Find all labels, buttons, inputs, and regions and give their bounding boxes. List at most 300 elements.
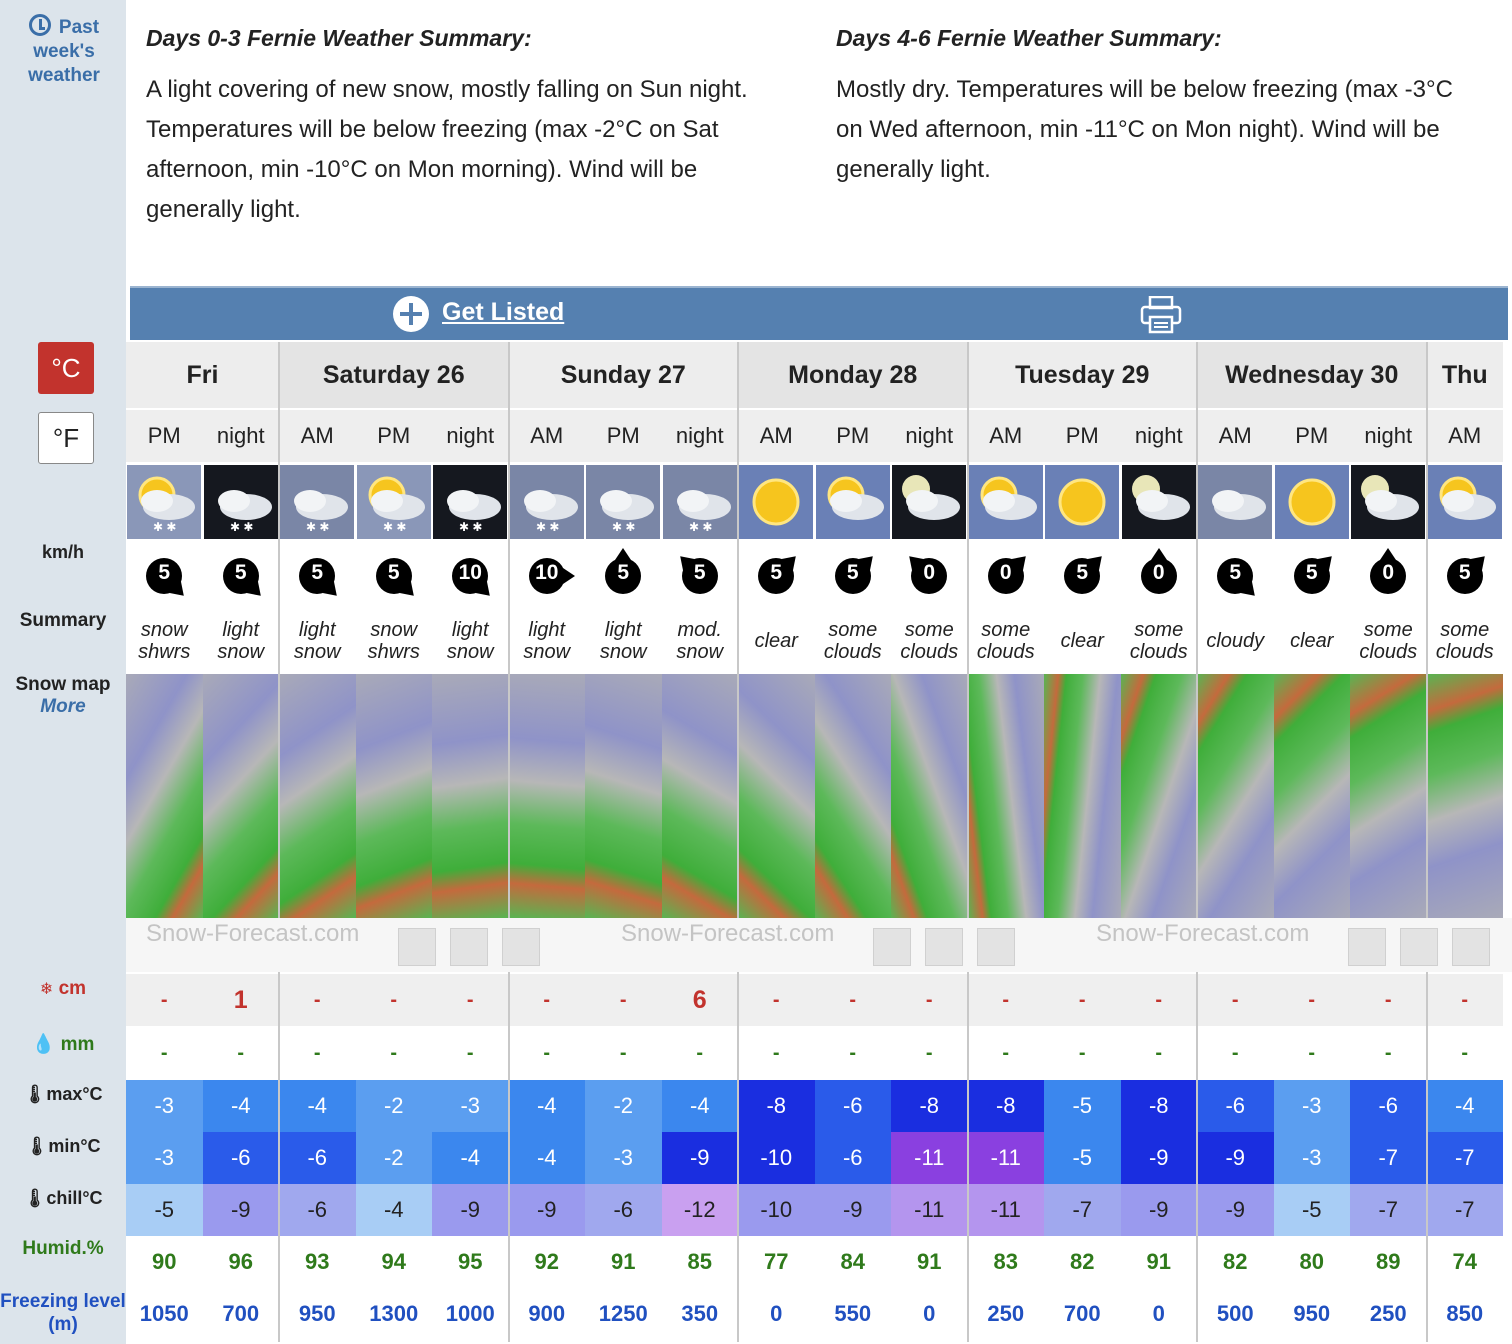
chill-temp-label [0,1188,126,1209]
max-temp-value: -6 [1350,1080,1427,1132]
weather-summary: some clouds [1359,619,1418,663]
humidity-value: 82 [1044,1236,1121,1288]
watermark-text: Snow-Forecast.com [146,920,360,947]
snow-cm-value: - [1197,974,1274,1026]
period-label: night [891,410,968,462]
clock-icon [29,14,51,36]
rain-mm-value: - [1121,1028,1198,1078]
freezing-level-label: Freezing level (m) [0,1291,126,1335]
max-temp-value: -5 [1044,1080,1121,1132]
period-label: AM [738,410,815,462]
snow-map-tile[interactable] [585,674,662,918]
rain-mm-value: - [968,1028,1045,1078]
snow-map-tile[interactable] [279,674,356,918]
snow-map-tile[interactable] [432,674,509,918]
wind-speed: 5 [1229,561,1242,584]
chill-temp-value: -9 [509,1184,586,1236]
summary-text: A light covering of new snow, mostly falling on Sun night. Temperatures will be below freezing (max -2°C on Sat afternoon, min -10°C on Mon morning). Wind will be generally light. [146,76,748,223]
humidity-value: 80 [1274,1236,1351,1288]
min-temp-value: -6 [815,1132,892,1184]
max-temp-value: -2 [585,1080,662,1132]
wind-arrow [1044,544,1121,604]
freezing-level-value: 350 [662,1288,739,1340]
weather-summary: light snow [293,619,341,663]
min-temp-value: -2 [356,1132,433,1184]
chill-temp-value: -10 [738,1184,815,1236]
snow-map-tile[interactable] [1274,674,1351,918]
rain-mm-label [0,1032,126,1056]
chill-temp-value: -7 [1427,1184,1504,1236]
day-separator [737,342,739,1342]
wind-speed: 10 [535,561,559,584]
rain-mm-value: - [1197,1028,1274,1078]
printer-icon[interactable] [1140,296,1182,334]
moon-cloud-icon [1121,464,1198,540]
partly-cloudy-icon [1427,464,1504,540]
action-banner [130,286,1508,340]
partly-cloudy-icon [1428,465,1502,539]
map-sun-icon[interactable] [1452,928,1490,966]
snow-map-tile[interactable] [509,674,586,918]
fahrenheit-button[interactable]: °F [38,412,94,464]
wind-speed: 0 [1152,561,1165,584]
rain-unit-text: mm [60,1034,95,1055]
chill-temp-value: -5 [1274,1184,1351,1236]
min-temp-value: -9 [662,1132,739,1184]
min-temp-value: -4 [509,1132,586,1184]
partly-cloudy-snow-icon [126,464,203,540]
day-header: Thu [1427,342,1504,408]
cloudy-icon [1197,464,1274,540]
rain-mm-value: - [126,1028,203,1078]
cloud-snow-icon [585,464,662,540]
day-header: Monday 28 [738,342,968,408]
wind-speed: 0 [1382,561,1395,584]
wind-speed: 10 [458,561,482,584]
freezing-level-value: 700 [203,1288,280,1340]
partly-cloudy-icon [969,465,1043,539]
past-weather-link[interactable] [8,14,120,88]
min-temp-text: min°C [48,1136,101,1156]
freezing-level-value: 500 [1197,1288,1274,1340]
min-temp-value: -3 [585,1132,662,1184]
snow-map-tile[interactable] [662,674,739,918]
freezing-level-value: 850 [1427,1288,1504,1340]
wind-speed: 5 [693,561,706,584]
snow-cm-value: - [1274,974,1351,1026]
max-temp-value: -6 [815,1080,892,1132]
snow-cm-value: - [1121,974,1198,1026]
map-sun-icon[interactable] [502,928,540,966]
wind-arrow [1274,544,1351,604]
summary-title: Days 0-3 Fernie Weather Summary: [146,25,532,51]
period-label: PM [585,410,662,462]
sun-icon [1274,464,1351,540]
min-temp-value: -6 [279,1132,356,1184]
freezing-level-value: 0 [738,1288,815,1340]
snow-cm-value: - [815,974,892,1026]
sun-icon [1044,464,1121,540]
freezing-level-value: 250 [968,1288,1045,1340]
weather-summary: clear [1290,630,1334,652]
wind-arrow [815,544,892,604]
day-header: Fri [126,342,279,408]
rain-mm-value: - [1044,1028,1121,1078]
freezing-level-value: 700 [1044,1288,1121,1340]
freezing-level-value: 250 [1350,1288,1427,1340]
moon-cloud-icon [1350,464,1427,540]
weather-summary: clear [1060,630,1104,652]
period-label: PM [1044,410,1121,462]
weather-summary: some clouds [1435,619,1494,663]
humidity-value: 91 [585,1236,662,1288]
moon-cloud-icon [892,465,966,539]
more-link[interactable]: More [40,696,86,717]
snow-cm-value: 1 [203,974,280,1026]
freezing-level-value: 1300 [356,1288,433,1340]
snow-map-tile[interactable] [1350,674,1427,918]
min-temp-value: -10 [738,1132,815,1184]
wind-unit-label: km/h [41,542,84,562]
map-download-icon[interactable] [1400,928,1438,966]
freezing-level-value: 1050 [126,1288,203,1340]
map-layer-icon[interactable] [398,928,436,966]
weather-summary: mod. snow [676,619,724,663]
chill-temp-value: -9 [815,1184,892,1236]
cloud-snow-icon [510,465,584,539]
svg-text:✱ ✱: ✱ ✱ [229,520,254,534]
max-temp-value: -4 [509,1080,586,1132]
chill-temp-value: -4 [356,1184,433,1236]
svg-text:✱ ✱: ✱ ✱ [382,520,407,534]
max-temp-value: -4 [203,1080,280,1132]
moon-cloud-icon [891,464,968,540]
wind-speed: 5 [311,561,324,584]
humidity-value: 91 [1121,1236,1198,1288]
period-label: AM [279,410,356,462]
forecast-main [126,0,1512,1344]
period-label: PM [356,410,433,462]
snow-map-tile[interactable] [126,674,203,918]
chill-temp-value: -12 [662,1184,739,1236]
chill-temp-value: -5 [126,1184,203,1236]
max-temp-value: -3 [432,1080,509,1132]
day-header: Wednesday 30 [1197,342,1427,408]
rain-mm-value: - [432,1028,509,1078]
wind-arrow [1427,544,1504,604]
sun-icon [739,465,813,539]
max-temp-label [0,1084,126,1105]
freezing-level-value: 0 [1121,1288,1198,1340]
min-temp-value: -4 [432,1132,509,1184]
wind-arrow [356,544,433,604]
period-label: PM [1274,410,1351,462]
cloud-snow-icon [662,464,739,540]
day-separator [278,342,280,1342]
snow-cm-value: 6 [662,974,739,1026]
plus-icon[interactable] [393,296,429,332]
day-header: Saturday 26 [279,342,509,408]
weather-summary: clear [754,630,798,652]
period-label: AM [509,410,586,462]
min-temp-label [0,1136,126,1157]
freezing-level-value: 950 [279,1288,356,1340]
snow-unit-text: cm [58,978,87,999]
svg-text:✱ ✱: ✱ ✱ [459,520,483,534]
min-temp-value: -5 [1044,1132,1121,1184]
freezing-level-value: 1250 [585,1288,662,1340]
humidity-value: 90 [126,1236,203,1288]
rain-mm-value: - [891,1028,968,1078]
max-temp-value: -3 [1274,1080,1351,1132]
weather-summary: light snow [523,619,571,663]
day-header: Sunday 27 [509,342,739,408]
period-label: night [1350,410,1427,462]
chill-temp-value: -7 [1350,1184,1427,1236]
watermark-text: Snow-Forecast.com [1096,920,1310,947]
wind-arrow [509,544,586,604]
get-listed-link[interactable]: Get Listed [442,298,565,326]
snow-map-tile[interactable] [1121,674,1198,918]
thermometer-icon: 🌡 [23,1084,47,1104]
cloud-snow-icon [509,464,586,540]
summary-title: Days 4-6 Fernie Weather Summary: [836,25,1222,51]
chill-temp-value: -6 [279,1184,356,1236]
raindrop-icon: 💧 [31,1034,56,1055]
snow-cm-value: - [279,974,356,1026]
rain-mm-value: - [279,1028,356,1078]
weather-summary: some clouds [900,619,959,663]
wind-speed: 5 [1076,561,1089,584]
humidity-value: 91 [891,1236,968,1288]
humidity-value: 85 [662,1236,739,1288]
weather-summary: some clouds [976,619,1035,663]
chill-temp-value: -7 [1044,1184,1121,1236]
night-cloud-snow-icon [204,465,278,539]
past-weather-label: Past week's weather [28,17,100,86]
freezing-level-value: 550 [815,1288,892,1340]
wind-arrow [432,544,509,604]
day-separator [967,342,969,1342]
snow-map-tile[interactable] [968,674,1045,918]
rain-mm-value: - [1427,1028,1504,1078]
wind-arrow [279,544,356,604]
snow-map-tile[interactable] [203,674,280,918]
partly-cloudy-snow-icon [127,465,201,539]
svg-text:✱ ✱: ✱ ✱ [612,520,636,534]
humidity-value: 83 [968,1236,1045,1288]
weather-summary: light snow [446,619,494,663]
svg-text:✱ ✱: ✱ ✱ [306,520,330,534]
rain-mm-value: - [585,1028,662,1078]
summary-days-4-6 [836,18,1486,190]
wind-speed: 5 [1305,561,1318,584]
wind-arrow [738,544,815,604]
snowflake-icon: ❄ [39,981,54,998]
chill-temp-value: -11 [968,1184,1045,1236]
map-layer-icon[interactable] [873,928,911,966]
sun-icon [1045,465,1119,539]
period-label: night [203,410,280,462]
sidebar [0,0,126,1344]
min-temp-value: -3 [126,1132,203,1184]
snow-cm-value: - [1427,974,1504,1026]
weather-summary: some clouds [823,619,882,663]
day-separator [1196,342,1198,1342]
humidity-value: 84 [815,1236,892,1288]
rain-mm-value: - [815,1028,892,1078]
summary-days-0-3 [146,18,796,230]
humidity-value: 95 [432,1236,509,1288]
freezing-level-value: 900 [509,1288,586,1340]
min-temp-value: -6 [203,1132,280,1184]
humidity-label: Humid.% [22,1238,104,1259]
snow-map-tile[interactable] [1044,674,1121,918]
chill-temp-text: chill°C [46,1188,103,1208]
map-layer-icon[interactable] [1348,928,1386,966]
humidity-value: 74 [1427,1236,1504,1288]
wind-speed: 0 [999,561,1012,584]
period-label: AM [1427,410,1504,462]
snow-cm-value: - [356,974,433,1026]
snow-cm-value: - [968,974,1045,1026]
svg-text:✱ ✱: ✱ ✱ [153,520,177,534]
partly-cloudy-icon [816,465,890,539]
cloud-snow-icon [280,465,354,539]
rain-mm-value: - [203,1028,280,1078]
wind-arrow [1350,544,1427,604]
sun-icon [738,464,815,540]
rain-mm-value: - [1350,1028,1427,1078]
rain-mm-value: - [356,1028,433,1078]
rain-mm-value: - [738,1028,815,1078]
night-cloud-snow-icon [432,464,509,540]
humidity-value: 92 [509,1236,586,1288]
max-temp-value: -8 [968,1080,1045,1132]
max-temp-value: -6 [1197,1080,1274,1132]
period-label: AM [1197,410,1274,462]
snow-map-label [0,674,126,718]
max-temp-value: -8 [1121,1080,1198,1132]
humidity-value: 82 [1197,1236,1274,1288]
wind-speed: 5 [770,561,783,584]
day-separator [508,342,510,1342]
snow-cm-value: - [1044,974,1121,1026]
cloud-snow-icon [663,465,737,539]
max-temp-text: max°C [46,1084,103,1104]
map-download-icon[interactable] [925,928,963,966]
snow-map-tile[interactable] [356,674,433,918]
weather-summary: some clouds [1129,619,1188,663]
min-temp-value: -11 [891,1132,968,1184]
snow-map-tile[interactable] [1427,674,1504,918]
moon-cloud-icon [1351,465,1425,539]
night-cloud-snow-icon [203,464,280,540]
snow-cm-value: - [891,974,968,1026]
wind-speed: 5 [617,561,630,584]
weather-summary: light snow [217,619,265,663]
wind-speed: 5 [234,561,247,584]
min-temp-value: -11 [968,1132,1045,1184]
day-separator [1426,342,1428,1342]
rain-mm-value: - [509,1028,586,1078]
max-temp-value: -2 [356,1080,433,1132]
freezing-level-value: 1000 [432,1288,509,1340]
max-temp-value: -4 [662,1080,739,1132]
svg-text:✱ ✱: ✱ ✱ [535,520,560,534]
snow-map-tile[interactable] [1197,674,1274,918]
snow-map-tile[interactable] [815,674,892,918]
chill-temp-value: -9 [203,1184,280,1236]
period-label: night [1121,410,1198,462]
wind-arrow [1197,544,1274,604]
wind-arrow [126,544,203,604]
wind-speed: 0 [923,561,936,584]
min-temp-value: -9 [1121,1132,1198,1184]
snow-cm-label [0,978,126,1000]
min-temp-value: -7 [1350,1132,1427,1184]
humidity-value: 96 [203,1236,280,1288]
sun-icon [1275,465,1349,539]
snow-map-tile[interactable] [891,674,968,918]
moon-cloud-icon [1122,465,1196,539]
max-temp-value: -4 [1427,1080,1504,1132]
partly-cloudy-icon [815,464,892,540]
map-sun-icon[interactable] [977,928,1015,966]
partly-cloudy-snow-icon [356,464,433,540]
max-temp-value: -3 [126,1080,203,1132]
night-cloud-snow-icon [433,465,507,539]
chill-temp-value: -9 [1121,1184,1198,1236]
weather-summary: light snow [599,619,647,663]
summary-text: Mostly dry. Temperatures will be below freezing (max -3°C on Wed afternoon, min -11°C on Mon night). Wind will be generally light. [836,76,1453,183]
map-download-icon[interactable] [450,928,488,966]
partly-cloudy-snow-icon [357,465,431,539]
wind-arrow [968,544,1045,604]
wind-speed: 5 [158,561,171,584]
wind-arrow [891,544,968,604]
chill-temp-value: -6 [585,1184,662,1236]
chill-temp-value: -11 [891,1184,968,1236]
snow-cm-value: - [738,974,815,1026]
humidity-value: 93 [279,1236,356,1288]
humidity-value: 77 [738,1236,815,1288]
svg-text:✱ ✱: ✱ ✱ [688,520,713,534]
snow-map-tile[interactable] [738,674,815,918]
snow-map-text: Snow map [15,674,111,695]
snow-cm-value: - [1350,974,1427,1026]
snow-cm-value: - [432,974,509,1026]
weather-summary: snow shwrs [367,619,420,663]
freezing-level-value: 0 [891,1288,968,1340]
wind-arrow [1121,544,1198,604]
weather-summary: cloudy [1206,630,1265,652]
chill-temp-value: -9 [432,1184,509,1236]
wind-arrow [662,544,739,604]
snow-cm-value: - [509,974,586,1026]
wind-arrow [585,544,662,604]
thermometer-icon: 🌡 [23,1188,47,1208]
cloud-snow-icon [586,465,660,539]
snow-cm-value: - [126,974,203,1026]
period-label: night [432,410,509,462]
weather-summary: snow shwrs [138,619,191,663]
min-temp-value: -9 [1197,1132,1274,1184]
humidity-value: 94 [356,1236,433,1288]
thermometer-icon: 🌡 [25,1136,49,1156]
min-temp-value: -7 [1427,1132,1504,1184]
celsius-button[interactable]: °C [38,342,94,394]
